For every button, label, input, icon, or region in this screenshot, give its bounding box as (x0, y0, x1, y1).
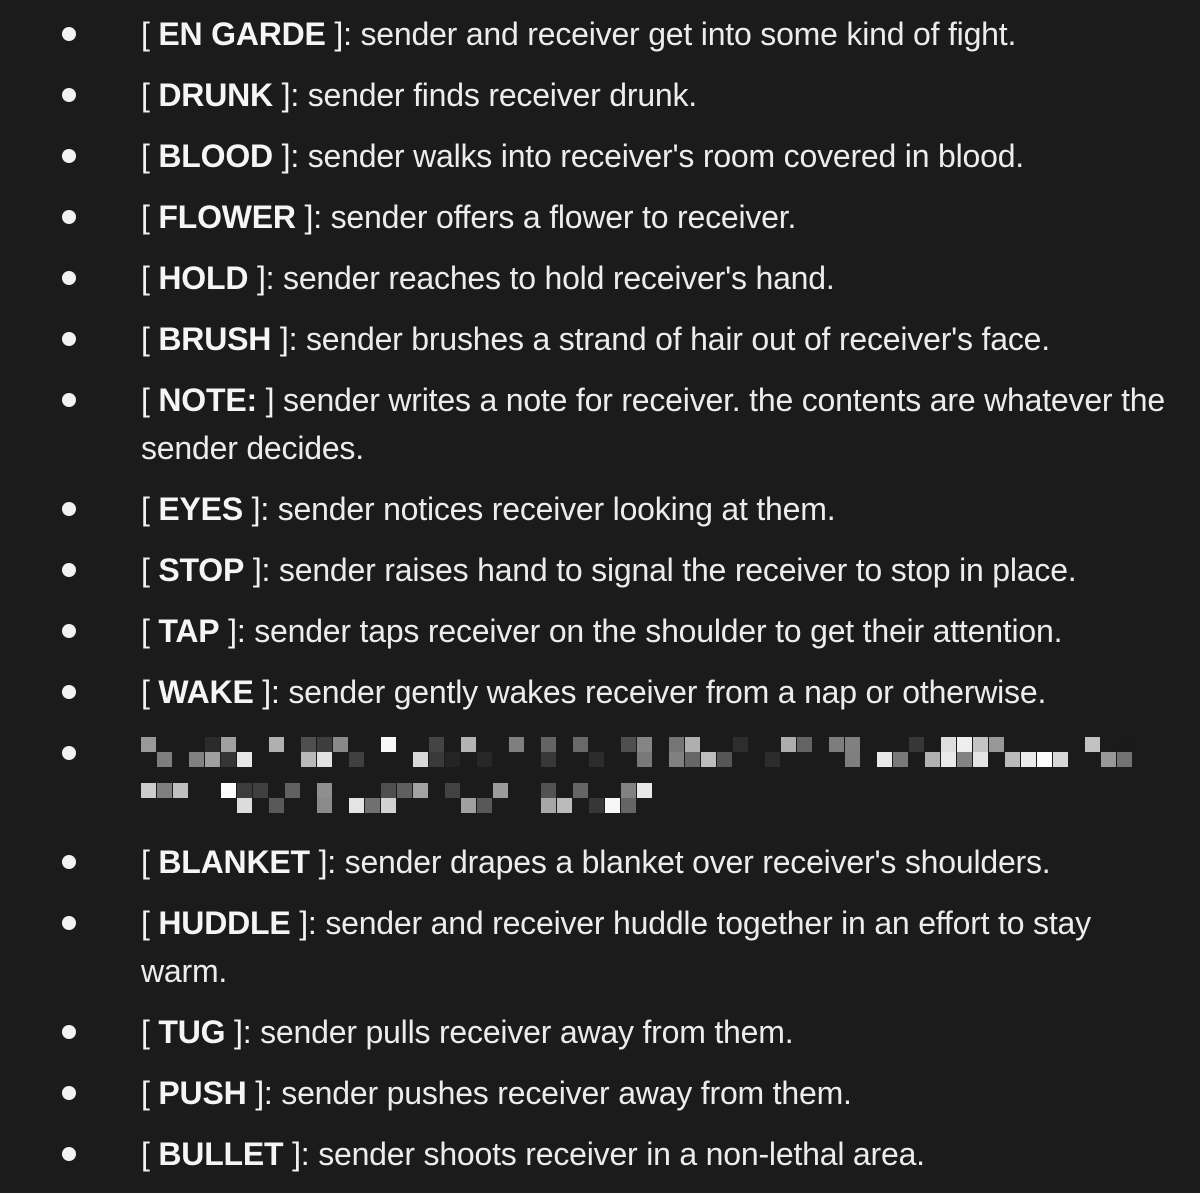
prompt-keyword: STOP (158, 552, 245, 588)
prompt-text (141, 260, 835, 296)
prompt-text (141, 1075, 852, 1111)
prompt-keyword: DRUNK (158, 77, 273, 113)
redaction-pixel (1005, 752, 1020, 767)
redaction-pixel (349, 798, 364, 813)
redaction-pixel (1053, 752, 1068, 767)
bullet-icon (62, 746, 76, 760)
redaction-pixel (781, 737, 796, 752)
redaction-pixel (589, 752, 604, 767)
prompt-text (141, 1014, 793, 1050)
redaction-pixel (413, 752, 428, 767)
bullet-icon (62, 624, 76, 638)
redaction-pixel (925, 752, 940, 767)
prompt-keyword: EYES (158, 491, 243, 527)
open-bracket: [ (141, 552, 159, 588)
redaction-pixel (317, 783, 332, 798)
redaction-pixel (1101, 752, 1116, 767)
prompt-text (141, 552, 1077, 588)
redaction-pixel (189, 752, 204, 767)
list-item (0, 838, 1200, 886)
redaction-pixel (445, 783, 460, 798)
redaction-pixel (381, 737, 396, 752)
prompt-keyword: TAP (158, 613, 220, 649)
prompt-text (141, 613, 1062, 649)
separator: ]: (292, 1136, 310, 1172)
redaction-pixel (909, 737, 924, 752)
prompt-description: sender raises hand to signal the receiver to stop in place. (270, 552, 1077, 588)
redaction-pixel (845, 752, 860, 767)
redaction-pixel (205, 737, 220, 752)
open-bracket: [ (141, 199, 159, 235)
prompt-description: sender shoots receiver in a non-lethal area. (309, 1136, 925, 1172)
redaction-pixel (1117, 752, 1132, 767)
open-bracket: [ (141, 77, 159, 113)
redaction-pixel (237, 798, 252, 813)
redaction-pixel (317, 752, 332, 767)
prompt-keyword: BRUSH (158, 321, 272, 357)
redaction-pixel (989, 737, 1004, 752)
redaction-pixel (941, 752, 956, 767)
redaction-pixel (301, 737, 316, 752)
list-item (0, 193, 1200, 241)
prompt-text (141, 1136, 925, 1172)
redaction-pixel (797, 737, 812, 752)
redaction-pixel (237, 752, 252, 767)
prompt-text (141, 321, 1050, 357)
separator: ]: (334, 16, 352, 52)
list-item (0, 485, 1200, 533)
prompt-text (141, 199, 796, 235)
redaction-pixel (541, 798, 556, 813)
redaction-pixel (973, 752, 988, 767)
open-bracket: [ (141, 613, 159, 649)
open-bracket: [ (141, 382, 159, 418)
bullet-icon (62, 88, 76, 102)
redaction-pixel (893, 752, 908, 767)
redaction-pixel (445, 752, 460, 767)
prompt-description: sender gently wakes receiver from a nap or otherwise. (279, 674, 1047, 710)
redaction-pixel (605, 798, 620, 813)
bullet-icon (62, 210, 76, 224)
redaction-pixel (941, 737, 956, 752)
redaction-pixel (413, 783, 428, 798)
prompt-description: sender finds receiver drunk. (299, 77, 697, 113)
open-bracket: [ (141, 844, 159, 880)
redaction-pixel (317, 798, 332, 813)
prompt-description: sender and receiver get into some kind of fight. (351, 16, 1017, 52)
redaction-pixel (221, 783, 236, 798)
redaction-pixel (637, 737, 652, 752)
bullet-icon (62, 1086, 76, 1100)
open-bracket: [ (141, 1136, 159, 1172)
bullet-icon (62, 502, 76, 516)
redaction-pixel (221, 752, 236, 767)
separator: ]: (279, 321, 298, 357)
redaction-pixel (765, 752, 780, 767)
prompt-description: sender offers a flower to receiver. (321, 199, 797, 235)
prompt-description: sender walks into receiver's room covered in blood. (299, 138, 1024, 174)
open-bracket: [ (141, 905, 159, 941)
redaction-pixel (237, 783, 252, 798)
list-item (0, 10, 1200, 58)
list-item (0, 607, 1200, 655)
redaction-pixel (621, 783, 636, 798)
prompt-keyword: BLOOD (158, 138, 273, 174)
bullet-icon (62, 855, 76, 869)
redaction-pixel (1117, 737, 1132, 752)
open-bracket: [ (141, 321, 159, 357)
bullet-icon (62, 563, 76, 577)
bullet-icon (62, 271, 76, 285)
redaction-pixel (829, 737, 844, 752)
redaction-pixel (317, 737, 332, 752)
bullet-icon (62, 916, 76, 930)
redaction-pixel (173, 783, 188, 798)
prompt-keyword: NOTE: (158, 382, 257, 418)
redaction-pixel (589, 798, 604, 813)
prompt-keyword: BLANKET (158, 844, 310, 880)
prompt-description: sender drapes a blanket over receiver's shoulders. (335, 844, 1051, 880)
prompt-description: sender writes a note for receiver. the contents are whatever the sender decides. (141, 382, 1165, 466)
open-bracket: [ (141, 674, 159, 710)
open-bracket: [ (141, 138, 159, 174)
redaction-pixel (669, 737, 684, 752)
prompt-text (141, 77, 697, 113)
prompt-text (141, 138, 1024, 174)
redaction-pixel (221, 737, 236, 752)
separator: ]: (234, 1014, 252, 1050)
redaction-pixel (205, 752, 220, 767)
redaction-pixel (957, 752, 972, 767)
open-bracket: [ (141, 491, 159, 527)
list-item (0, 315, 1200, 363)
separator: ]: (255, 1075, 273, 1111)
list-item (0, 254, 1200, 302)
prompt-description: sender and receiver huddle together in an effort to stay warm. (141, 905, 1091, 989)
prompt-keyword: FLOWER (158, 199, 296, 235)
redaction-pixel (493, 783, 508, 798)
bullet-icon (62, 1147, 76, 1161)
redaction-pixel (477, 752, 492, 767)
prompt-keyword: BULLET (158, 1136, 284, 1172)
prompt-text (141, 844, 1051, 880)
redaction-pixel (1037, 752, 1052, 767)
bullet-icon (62, 27, 76, 41)
prompt-text (141, 382, 1165, 466)
open-bracket: [ (141, 1014, 159, 1050)
redaction-pixel (621, 798, 636, 813)
redaction-pixel (365, 798, 380, 813)
redaction-pixel (685, 737, 700, 752)
separator: ]: (281, 138, 300, 174)
bullet-icon (62, 149, 76, 163)
redaction-pixel (509, 737, 524, 752)
redaction-pixel (461, 798, 476, 813)
redaction-pixel (269, 737, 284, 752)
redaction-pixel (157, 752, 172, 767)
list-item (0, 668, 1200, 716)
prompt-list (0, 10, 1200, 1191)
prompt-description: sender notices receiver looking at them. (269, 491, 836, 527)
separator: ]: (299, 905, 317, 941)
pixelated-redaction (141, 729, 1141, 825)
separator: ]: (318, 844, 336, 880)
redaction-pixel (573, 737, 588, 752)
redaction-pixel (541, 737, 556, 752)
prompt-description: sender pulls receiver away from them. (251, 1014, 794, 1050)
redaction-pixel (637, 752, 652, 767)
redaction-pixel (957, 737, 972, 752)
redaction-pixel (541, 752, 556, 767)
prompt-keyword: TUG (158, 1014, 226, 1050)
prompt-keyword: PUSH (158, 1075, 247, 1111)
prompt-description: sender taps receiver on the shoulder to get their attention. (245, 613, 1063, 649)
redaction-pixel (1085, 737, 1100, 752)
separator: ]: (281, 77, 300, 113)
redaction-pixel (285, 783, 300, 798)
list-item (0, 1008, 1200, 1056)
separator: ]: (251, 491, 270, 527)
redaction-pixel (621, 737, 636, 752)
separator: ]: (262, 674, 280, 710)
redaction-pixel (141, 737, 156, 752)
redaction-pixel (381, 798, 396, 813)
prompt-keyword: HUDDLE (158, 905, 291, 941)
bullet-icon (62, 1025, 76, 1039)
redaction-pixel (669, 752, 684, 767)
prompt-description: sender pushes receiver away from them. (272, 1075, 852, 1111)
list-item (0, 546, 1200, 594)
redaction-pixel (717, 752, 732, 767)
list-item (0, 1069, 1200, 1117)
redaction-pixel (397, 783, 412, 798)
redaction-pixel (429, 752, 444, 767)
redaction-pixel (461, 737, 476, 752)
list-item (0, 376, 1200, 472)
redaction-pixel (349, 752, 364, 767)
list-item-censored (0, 729, 1200, 825)
redaction-pixel (1021, 752, 1036, 767)
list-item (0, 899, 1200, 995)
bullet-icon (62, 332, 76, 346)
prompt-text (141, 16, 1016, 52)
open-bracket: [ (141, 260, 159, 296)
redaction-pixel (557, 798, 572, 813)
redaction-pixel (733, 737, 748, 752)
bullet-icon (62, 393, 76, 407)
redaction-pixel (301, 752, 316, 767)
prompt-keyword: HOLD (158, 260, 249, 296)
redaction-pixel (381, 783, 396, 798)
list-item (0, 71, 1200, 119)
redaction-pixel (477, 798, 492, 813)
prompt-description: sender brushes a strand of hair out of receiver's face. (297, 321, 1050, 357)
separator: ] (265, 382, 275, 418)
prompt-description: sender reaches to hold receiver's hand. (274, 260, 835, 296)
redaction-pixel (845, 737, 860, 752)
open-bracket: [ (141, 1075, 159, 1111)
redaction-pixel (429, 737, 444, 752)
separator: ]: (256, 260, 275, 296)
redaction-pixel (573, 783, 588, 798)
redaction-pixel (157, 783, 172, 798)
prompt-keyword: EN GARDE (158, 16, 326, 52)
prompt-keyword: WAKE (158, 674, 254, 710)
prompt-text (141, 905, 1091, 989)
redaction-pixel (877, 752, 892, 767)
redaction-pixel (253, 783, 268, 798)
list-item (0, 132, 1200, 180)
redaction-pixel (637, 783, 652, 798)
separator: ]: (252, 552, 271, 588)
redaction-pixel (541, 783, 556, 798)
redaction-pixel (973, 737, 988, 752)
separator: ]: (304, 199, 322, 235)
redaction-pixel (269, 798, 284, 813)
redaction-pixel (701, 752, 716, 767)
list-item (0, 1130, 1200, 1178)
open-bracket: [ (141, 16, 159, 52)
redaction-pixel (141, 783, 156, 798)
redaction-pixel (333, 737, 348, 752)
separator: ]: (228, 613, 246, 649)
prompt-text (141, 491, 835, 527)
prompt-text (141, 674, 1046, 710)
bullet-icon (62, 685, 76, 699)
redaction-pixel (685, 752, 700, 767)
